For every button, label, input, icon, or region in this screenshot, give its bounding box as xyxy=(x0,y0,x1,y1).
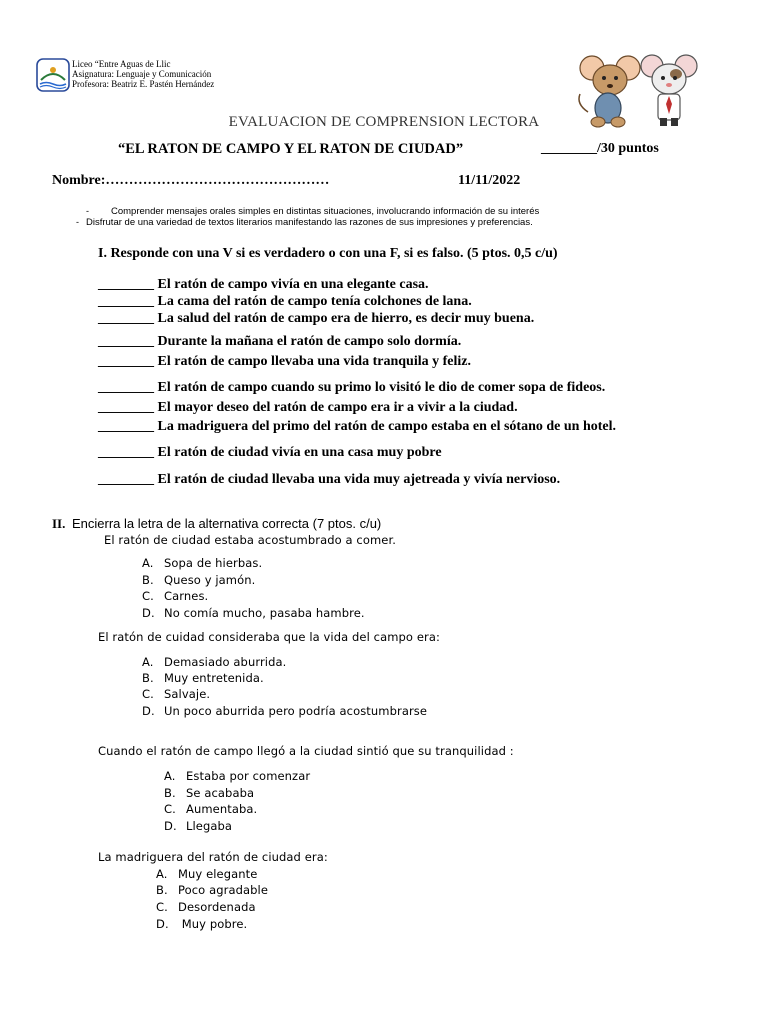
option-text: Muy pobre. xyxy=(178,917,248,931)
section-2-title: Encierra la letra de la alternativa correcta (7 ptos. c/u) xyxy=(72,516,382,531)
question-text: La madriguera del ratón de ciudad era: xyxy=(98,850,328,864)
option-letter: C. xyxy=(156,900,168,914)
option-text: No comía mucho, pasaba hambre. xyxy=(164,606,365,620)
objective-item: Disfrutar de una variedad de textos literarios manifestando las razones de sus impresiones y preferencias. xyxy=(86,217,533,228)
option xyxy=(156,917,247,931)
option xyxy=(142,671,264,685)
option-letter: A. xyxy=(156,867,168,881)
option-letter: C. xyxy=(164,802,176,816)
true-false-statement: ________ La cama del ratón de campo tenía colchones de lana. xyxy=(98,294,472,309)
option-letter: A. xyxy=(142,556,154,570)
option xyxy=(142,589,208,603)
option xyxy=(142,573,255,587)
true-false-statement: ________ El ratón de ciudad vivía en una casa muy pobre xyxy=(98,445,442,460)
option xyxy=(142,606,365,620)
option-text: Salvaje. xyxy=(164,687,211,701)
option xyxy=(156,883,268,897)
objective-bullet: - xyxy=(76,217,79,227)
option-letter: D. xyxy=(156,917,169,931)
question-text: El ratón de ciudad estaba acostumbrado a comer. xyxy=(104,533,396,547)
option-letter: C. xyxy=(142,589,154,603)
option xyxy=(142,687,210,701)
true-false-statement: ________ La salud del ratón de campo era de hierro, es decir muy buena. xyxy=(98,311,535,326)
option-text: Muy elegante xyxy=(178,867,258,881)
school-name: Liceo “Entre Aguas de Llic xyxy=(72,59,171,69)
option-text: Carnes. xyxy=(164,589,209,603)
option xyxy=(164,769,310,783)
option-letter: D. xyxy=(164,819,177,833)
option-text: Queso y jamón. xyxy=(164,573,256,587)
option-letter: C. xyxy=(142,687,154,701)
option-letter: D. xyxy=(142,704,155,718)
section-1-title: I. Responde con una V si es verdadero o con una F, si es falso. (5 ptos. 0,5 c/u) xyxy=(98,246,558,261)
option xyxy=(164,819,232,833)
option-text: Llegaba xyxy=(186,819,233,833)
true-false-statement: ________ El ratón de campo cuando su primo lo visitó le dio de comer sopa de fideos. xyxy=(98,380,606,395)
name-field: Nombre:………………………………………… xyxy=(52,173,330,188)
exam-date: 11/11/2022 xyxy=(458,173,521,188)
option-letter: A. xyxy=(142,655,154,669)
option-letter: B. xyxy=(142,573,154,587)
school-header xyxy=(72,59,214,89)
option-text: Un poco aburrida pero podría acostumbrarse xyxy=(164,704,428,718)
true-false-statement: ________ El ratón de ciudad llevaba una vida muy ajetreada y vivía nervioso. xyxy=(98,472,561,487)
option-text: Estaba por comenzar xyxy=(186,769,311,783)
true-false-statement: ________ El ratón de campo vivía en una elegante casa. xyxy=(98,277,429,292)
option xyxy=(156,900,256,914)
true-false-statement: ________ La madriguera del primo del ratón de campo estaba en el sótano de un hotel. xyxy=(98,419,616,434)
option-text: Aumentaba. xyxy=(186,802,258,816)
option-text: Poco agradable xyxy=(178,883,269,897)
objective-item: Comprender mensajes orales simples en distintas situaciones, involucrando información de su interés xyxy=(111,206,540,217)
option xyxy=(156,867,257,881)
points-field: ________/30 puntos xyxy=(541,141,659,156)
section-2-number: II. xyxy=(52,516,66,531)
school-logo xyxy=(36,58,70,92)
page-title: EVALUACION DE COMPRENSION LECTORA xyxy=(228,114,540,130)
option-text: Desordenada xyxy=(178,900,256,914)
story-title: “EL RATON DE CAMPO Y EL RATON DE CIUDAD” xyxy=(118,141,464,157)
option xyxy=(142,655,286,669)
objective-bullet: - xyxy=(86,206,89,216)
option-text: Muy entretenida. xyxy=(164,671,264,685)
true-false-statement: ________ Durante la mañana el ratón de campo solo dormía. xyxy=(98,334,462,349)
subject-line: Asignatura: Lenguaje y Comunicación xyxy=(72,69,212,79)
option xyxy=(142,556,262,570)
option-letter: B. xyxy=(142,671,154,685)
option-letter: B. xyxy=(156,883,168,897)
option-letter: A. xyxy=(164,769,176,783)
option-text: Se acababa xyxy=(186,786,255,800)
teacher-line: Profesora: Beatriz E. Pastén Hernández xyxy=(72,79,215,89)
question-text: Cuando el ratón de campo llegó a la ciudad sintió que su tranquilidad : xyxy=(98,744,514,758)
option-letter: B. xyxy=(164,786,176,800)
option xyxy=(142,704,427,718)
true-false-statement: ________ El mayor deseo del ratón de campo era ir a vivir a la ciudad. xyxy=(98,400,518,415)
true-false-statement: ________ El ratón de campo llevaba una vida tranquila y feliz. xyxy=(98,354,471,369)
option-letter: D. xyxy=(142,606,155,620)
option xyxy=(164,786,254,800)
question-text: El ratón de cuidad consideraba que la vida del campo era: xyxy=(98,630,440,644)
option-text: Sopa de hierbas. xyxy=(164,556,263,570)
option xyxy=(164,802,257,816)
option-text: Demasiado aburrida. xyxy=(164,655,287,669)
